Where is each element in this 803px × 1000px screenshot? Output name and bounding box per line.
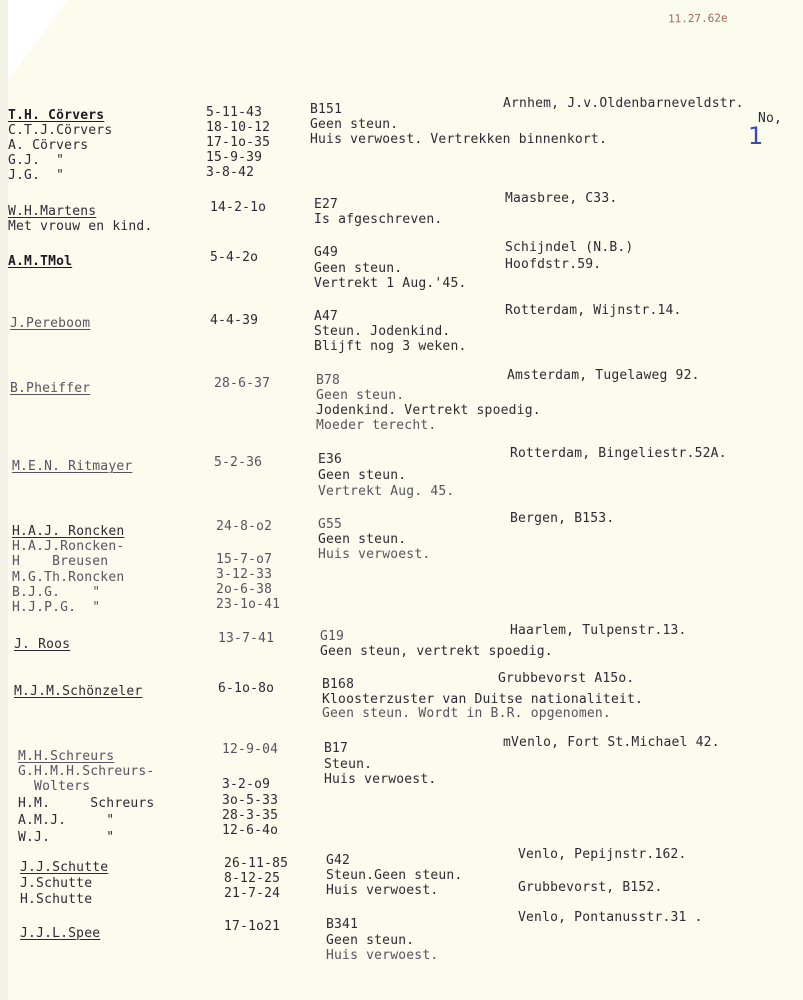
birth-date: 23-1o-41 (216, 597, 281, 612)
note-line: Steun.Geen steun. (326, 868, 463, 883)
birth-date: 14-2-1o (210, 200, 267, 215)
note-line: Vertrekt 1 Aug.'45. (314, 276, 467, 291)
case-code: G19 (320, 629, 345, 644)
person-name: J.J.L.Spee (20, 926, 101, 941)
birth-date: 4-4-39 (210, 313, 259, 328)
person-name: G.H.M.H.Schreurs- (18, 764, 155, 779)
case-code: B168 (322, 677, 355, 692)
person-name: T.H. Cörvers (8, 108, 105, 123)
birth-date: 17-1o-35 (206, 135, 271, 150)
note-line: Geen steun. (316, 388, 405, 403)
person-name: H.Schutte (20, 892, 93, 907)
birth-date: 5-11-43 (206, 105, 263, 120)
note-line: Geen steun, vertrekt spoedig. (320, 644, 553, 659)
address-line: mVenlo, Fort St.Michael 42. (503, 735, 720, 750)
birth-date: 3-8-42 (206, 165, 255, 180)
address-line: Hoofdstr.59. (505, 257, 602, 272)
note-line: Geen steun. (326, 933, 415, 948)
person-name: B.J.G. " (12, 585, 101, 600)
birth-date: 28-3-35 (222, 808, 279, 823)
person-name: M.G.Th.Roncken (12, 570, 125, 585)
note-line: Blijft nog 3 weken. (314, 339, 467, 354)
birth-date: 24-8-o2 (216, 519, 273, 534)
address-line: Haarlem, Tulpenstr.13. (510, 623, 687, 638)
page-number-mark: 1 (748, 122, 764, 150)
person-name: Met vrouw en kind. (8, 219, 153, 234)
person-name: J.J.Schutte (20, 860, 109, 875)
note-line: Geen steun. Wordt in B.R. opgenomen. (322, 706, 611, 721)
note-line: Huis verwoest. (324, 772, 437, 787)
person-name: A.M.J. " (18, 813, 115, 828)
person-name: C.T.J.Cörvers (8, 123, 113, 138)
address-line: Venlo, Pepijnstr.162. (518, 847, 687, 862)
case-code: A47 (314, 309, 339, 324)
note-line: Geen steun. (314, 261, 403, 276)
address-line: Grubbevorst A15o. (498, 671, 635, 686)
address-line: No, (758, 111, 783, 126)
birth-date: 5-4-2o (210, 250, 259, 265)
birth-date: 15-7-o7 (216, 552, 273, 567)
address-line: Amsterdam, Tugelaweg 92. (507, 368, 700, 383)
person-name: J.G. " (8, 168, 65, 183)
person-name: Wolters (18, 779, 91, 794)
case-code: E36 (318, 452, 343, 467)
address-line: Grubbevorst, B152. (518, 880, 663, 895)
person-name: A. Cörvers (8, 138, 89, 153)
note-line: Kloosterzuster van Duitse nationaliteit. (322, 692, 644, 707)
person-name: M.E.N. Ritmayer (12, 459, 133, 474)
birth-date: 21-7-24 (224, 886, 281, 901)
person-name: W.H.Martens (8, 204, 97, 219)
note-line: Huis verwoest. (326, 883, 439, 898)
note-line: Moeder terecht. (316, 418, 437, 433)
case-code: G55 (318, 517, 343, 532)
person-name: J.Schutte (20, 876, 93, 891)
address-line: Bergen, B153. (510, 511, 615, 526)
birth-date: 26-11-85 (224, 856, 289, 871)
note-line: Jodenkind. Vertrekt spoedig. (316, 403, 541, 418)
note-line: Huis verwoest. (318, 547, 431, 562)
note-line: Huis verwoest. Vertrekken binnenkort. (310, 132, 607, 147)
archive-reference: 11.27.62e (667, 11, 728, 26)
birth-date: 3-12-33 (216, 567, 273, 582)
birth-date: 6-1o-8o (218, 681, 275, 696)
person-name: H.A.J.Roncken- (12, 539, 125, 554)
note-line: Steun. (324, 757, 373, 772)
birth-date: 12-9-04 (222, 742, 279, 757)
case-code: B17 (324, 741, 349, 756)
birth-date: 2o-6-38 (216, 582, 273, 597)
address-line: Venlo, Pontanusstr.31 . (518, 910, 703, 925)
birth-date: 28-6-37 (214, 376, 271, 391)
person-name: H.J.P.G. " (12, 600, 101, 615)
person-name: B.Pheiffer (10, 381, 91, 396)
case-code: G42 (326, 853, 351, 868)
person-name: M.J.M.Schönzeler (14, 684, 143, 699)
birth-date: 15-9-39 (206, 150, 263, 165)
torn-corner (8, 0, 68, 80)
person-name: W.J. " (18, 830, 115, 845)
person-name: J.Pereboom (10, 316, 91, 331)
person-name: M.H.Schreurs (18, 749, 115, 764)
address-line: Schijndel (N.B.) (505, 240, 634, 255)
person-name: H.A.J. Roncken (12, 524, 125, 539)
birth-date: 8-12-25 (224, 871, 281, 886)
note-line: Huis verwoest. (326, 948, 439, 963)
birth-date: 3-2-o9 (222, 777, 271, 792)
case-code: B151 (310, 102, 343, 117)
address-line: Rotterdam, Wijnstr.14. (505, 303, 682, 318)
case-code: E27 (314, 197, 339, 212)
address-line: Rotterdam, Bingeliestr.52A. (510, 446, 727, 461)
person-name: H.M. Schreurs (18, 796, 155, 811)
birth-date: 17-1o21 (224, 919, 281, 934)
birth-date: 3o-5-33 (222, 793, 279, 808)
person-name: H Breusen (12, 554, 109, 569)
person-name: G.J. " (8, 153, 65, 168)
person-name: J. Roos (14, 637, 71, 652)
note-line: Geen steun. (318, 468, 407, 483)
person-name: A.M.TMol (8, 254, 73, 269)
case-code: G49 (314, 245, 339, 260)
note-line: Vertrekt Aug. 45. (318, 484, 455, 499)
birth-date: 18-10-12 (206, 120, 271, 135)
address-line: Arnhem, J.v.Oldenbarneveldstr. (503, 96, 744, 111)
note-line: Steun. Jodenkind. (314, 324, 451, 339)
note-line: Geen steun. (318, 532, 407, 547)
case-code: B78 (316, 373, 341, 388)
birth-date: 5-2-36 (214, 455, 263, 470)
birth-date: 12-6-4o (222, 823, 279, 838)
case-code: B341 (326, 917, 359, 932)
note-line: Geen steun. (310, 117, 399, 132)
note-line: Is afgeschreven. (314, 212, 443, 227)
birth-date: 13-7-41 (218, 631, 275, 646)
address-line: Maasbree, C33. (505, 191, 618, 206)
